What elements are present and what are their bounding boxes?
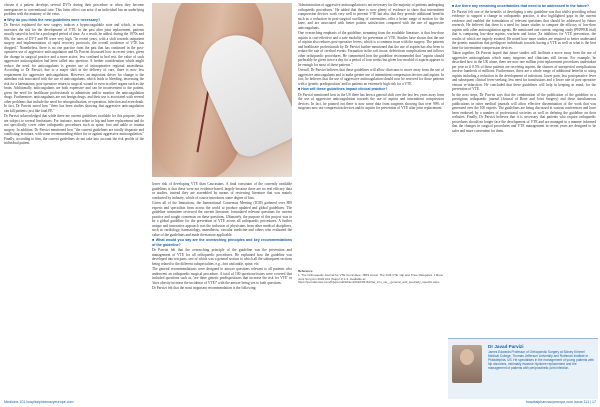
answer-paragraph: Dr Parvizi felt that the overarching principle of the guideline was the prevention and management of VTE for all orthopaedic procedures. He explained how the guideline was developed into ten parts, one of which was a general section to which all the subsequent sections being related to the different subspecialties, e.g., foot and ankle, spine, etc.: [152, 248, 292, 266]
page-footer: [0, 397, 600, 407]
author-photo: [452, 345, 482, 383]
column-1: [4, 3, 144, 395]
question-heading-3: ■ How will these guidelines impact clinical practice?: [298, 87, 388, 91]
reference-item: 1. The Orthopaedic Journal for VTE Committee. JBJS Arrest. The ICM-VTE: Hip and Knee Delegates. J Bone Joint Surg Am 2022;104 (Suppl 1):1-3. Available at: https://journals.lww.com/jbjsjournal/fulltext/2022/03161/the_icm_vte__general_and_specialty_specific.aspx: [298, 272, 444, 285]
answer-paragraph: The general recommendations were designed to answer questions relevant to all patients who underwent an orthopaedic surgical procedure. A total of 100 questions/issues were covered that included questions such as, 'are there genetic predispositions that increase the risk for VTE' or 'does obesity increase the incidence of VTE?' with the answer being yes to both questions.: [152, 267, 292, 285]
answer-paragraph: In the next steps, Dr Parvizi says that the combination of the publication of the guideline in a prestigious orthopaedic journal (Journal of Bone and Joint Surgery) and these simultaneous publications in other medical journals will allow effective dissemination of the work that was generated over the 100 experts. The guidelines are being discussed at various conferences and have been endorsed by a number of professional societies as well as defining the guideline on their websites. Finally, Dr Parvizi believes that it is necessary that patients who require orthopaedic procedures should no longer face the development of VTE and are managed in a manner informed that the changes in surgical procedures and VTE management in recent years are designed to be safer and more convenient for them.: [452, 92, 596, 133]
answer-paragraph: Taken together, Dr Parvizi hoped that future studies will facilitate a move away from the use of aggressive anticoagulants which many surgeons and clinicians still favour. For example, he described how in the UK alone, there are now one million joint replacement procedures undertaken per year so if 0.5% of these patients are receiving aspirin, the chances of unexpected complications involve hundreds of millions. Furthermore, there are a whole range of additional benefits to using aspirin including a reduction in the development of infections, lower pain, less postoperative fever and subsequent clinical fever-seeking, less need for transfusions and a lower rate of post-operative venous re-infarction. He concluded that these guidelines will help in keeping in mind, for the prevention of VTE.: [452, 51, 596, 91]
references-heading: Reference: [298, 269, 313, 273]
body-paragraph: Overall, Dr Parvizi believes that these guidelines will allow clinicians to move away from the use of aggressive anticoagulants and to make greater use of intermittent compression devices and aspirin. In fact, he believes that the use of aggressive anticoagulation should now be reserved for those patients with a 'genetic predisposition' and/or patients an extremely high risk for a VTE.: [298, 68, 444, 86]
column-4: [452, 3, 596, 335]
question-heading-4: ■ Are there any remaining uncertainties that need to be addressed in the future?: [452, 4, 590, 8]
column-2: [152, 182, 292, 395]
answer-paragraph: Dr Parvizi felt that the most important recommendation is the following:: [152, 286, 257, 290]
footer-right: hospitalpharmacyeurope.com Issue 111 | 17: [525, 400, 596, 404]
answer-paragraph: Dr Parvizi explained the new surgery induces a hypercoagulable state and which, in turn, increases the risk for the development of VTE. In the past after joint replacement, patients usually stayed in bed for a prolonged period of time. As a result, he added, during the 1970s and 80s, the rates of DVT and PE were very high. "In recent years, with a shift towards outpatient surgery and implementation of rapid recovery protocols, the overall incidence of VTE has dropped." Nonetheless, there is no one practice from the past that has continued in the post-operative use of aggressive anticoagulation and Dr Parvizi discussed how in recent years, given the change in surgical practice and a more active, less confined to bed rest, the value of such aggressive anticoagulation had been called into question. A further consideration which might reduce the need for anticoagulants is greater use of intraoperative regional anaesthesia. According to Dr Parvizi, due to a major shift in the delivery of care, there is now less requirement for aggressive anticoagulation. However, an important driver for change is the attendant risk associated with the use of anticoagulants, which leads to bleeding, increasing the risk for a haematoma, post-operative return to surgical wound or even in other organs such as the brain. Additionally, anticoagulants are both expensive and can be inconvenient to the patient, given the need for healthcare professionals to administer and/or monitor the anticoagulation drugs. Furthermore, anticoagulants are not benign drugs, and their use is associated with several other problems that include the need for rehospitalisation, re-operation, infection and even death. In fact, Dr Parvizi noted how "there has been studies showing that aggressive anticoagulation can kill patients, just like fatal PE.": [4, 23, 144, 113]
answer-paragraph: Dr Parvizi felt one of the benefits of developing a new guideline was that whilst providing robust evidence to support a change in orthopaedic practice, it also highlighted gaps in the current evidence and enabled the formulation of relevant questions that should be addressed by future research. He believes that there is a need for future studies to compare the efficacy of low-dose aspirin with other anticoagulation agents. He mentioned one current, ongoing study (PEPPER trial) that is comparing low-dose aspirin, warfarin and factor Xa inhibitors for VTE prevention, the results of which are eagerly awaited. He noted how more studies are required to better understand the genetic mutations that predispose individuals towards having a VTE as well as what is the best time for intermittent compression devices.: [452, 9, 596, 50]
question-heading-1: ■ Why do you think the new guidelines were necessary?: [4, 17, 101, 22]
author-bio: James Edwards Professor of Orthopaedic Surgery at Sidney Kimmel Medical College, Thomas Jefferson University and Rothman Institute in Philadelphia, US. He specialises in the management of young patients with hip disorders, minimally invasive hip/knee replacement and the management of patients with periprosthetic joint infection.: [488, 350, 594, 370]
body-paragraph: 'Administration of aggressive anticoagulation is not necessary for the majority of patients undergoing orthopaedic procedures.' He added that there is now plenty of evidence to show that intermittent compression devices work very well to prevent VTE but also that they provide additional benefits such as a reduction in post-surgical swelling of extremities, offer a better range of motion for the knee, and are associated with better patient satisfaction compared with the use of aggressive anticoagulants.: [298, 3, 444, 30]
body-paragraph: One overarching emphasis of the guideline, stemming from the available literature, is that low-dose aspirin is cost-effective and a safe modality for prevention of VTE. Studies have shown that the use of aspirin also reduces post-operative fevers, which is a common issue with the surgery. The patients and healthcare professionals by Dr Parvizi further mentioned that the use of aspirin has also been to reduce the rate of cerebral events. Formation in the soft tissue, deleterious complications and follows other orthopaedic procedures. He commented how the guideline recommended that "aspirin should preferably be given twice a day for a period of four weeks but given low morbid of aspirin appears to be enough for most of these patients.": [298, 31, 444, 67]
author-name: Dr Javad Parvizi: [488, 344, 524, 349]
column-3: [298, 3, 444, 267]
references: [298, 270, 444, 285]
surgical-photo: [152, 3, 292, 177]
answer-paragraph: Dr Parvizi mentioned how in the US there has been a general shift over the last few years away from the use of aggressive anticoagulation towards the use of aspirin and intermittent compression devices. In fact, he pointed out there is now some data from surgeons showing that over 90% of surgeons now use compression devices and/or aspirin for prevention of VTE after joint replacement.: [298, 92, 444, 110]
author-box: [448, 338, 598, 399]
footer-left: Medicine 101 hospitalpharmacyeurope.com: [4, 400, 74, 404]
intro-paragraph: chosen if a patient develops several DVTs during their procedure or when they become unresponsive to conventional care. This latter effect can arise if an individual has an underlying problem with the anatomy of the veins.: [4, 3, 144, 16]
question-heading-2: ■ What would you say are the overarching principles and key recommendations of the guideline?: [152, 238, 292, 247]
body-paragraph: Given all of the limitations, the International Consensus Meeting (ICM) gathered over 800 experts and specialists from across the world to produce updated and global guidelines. The guideline committee reviewed the current literature, formulated relevant questions for current practice and sought consensus on these questions. Ultimately, the purpose of this project was to be a global guideline for the prevention of VTE across all orthopaedic procedures. A further unique and innovative approach was the inclusion of physicians from other medical disciplines, such as cardiology, haematology, anaesthesia, vascular medicine and others who evaluated the value of the guidelines and made them more applicable.: [152, 201, 292, 237]
answer-paragraph: Dr Parvizi acknowledged that while there are current guidelines available for this purpose, these are subject to several limitations. For instance, most relate to hip and knee replacement and do not specifically cover other orthopaedic procedures such as spine, foot and ankle or trauma surgery. In addition, Dr Parvizi mentioned how "the current guidelines are totally disparate and conflicting in nature, with some recommending either for or against aggressive anticoagulation." Finally, according to him, the current guidelines do not take into account the risk profile of the individual patient.: [4, 114, 144, 145]
body-paragraph: lower risk of developing VTE than Caucasians. A final constraint of the currently available guidelines is that these were not evidence-based, largely because there are no real efficacy data or studies, instead they are assembled by means of reviewing literature that was mainly conducted by industry, which of course introduces some degree of bias.: [152, 182, 292, 200]
